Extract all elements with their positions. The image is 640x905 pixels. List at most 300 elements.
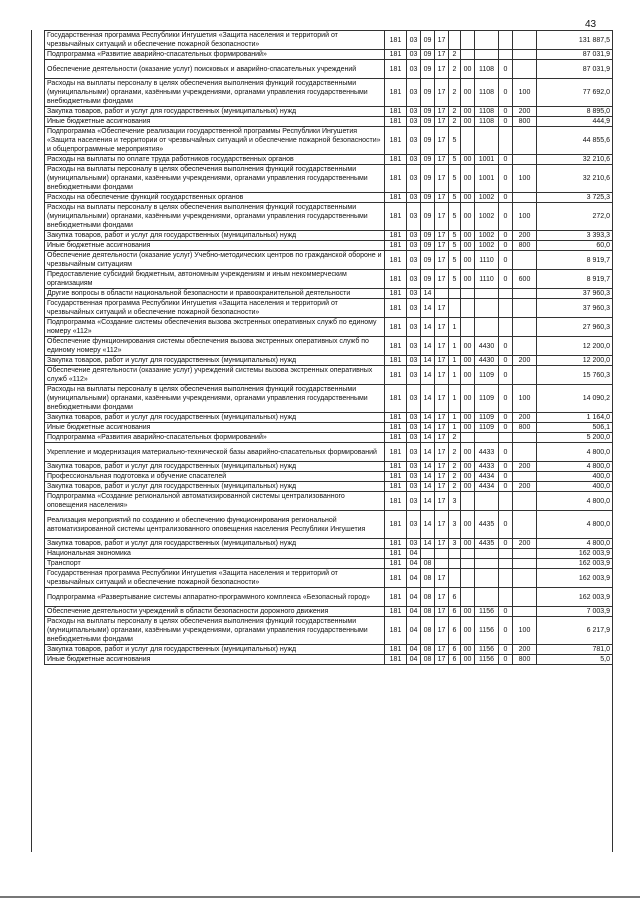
row-code-c1: 181 bbox=[385, 645, 407, 655]
row-code-c3: 14 bbox=[421, 511, 435, 539]
row-name: Закупка товаров, работ и услуг для государственных (муниципальных) нужд bbox=[45, 107, 385, 117]
row-code-c9 bbox=[513, 433, 537, 443]
row-code-c4: 17 bbox=[435, 433, 449, 443]
row-code-c5: 3 bbox=[449, 539, 461, 549]
row-code-c2: 03 bbox=[407, 472, 421, 482]
row-name: Закупка товаров, работ и услуг для государственных (муниципальных) нужд bbox=[45, 539, 385, 549]
row-sum: 32 210,6 bbox=[537, 165, 613, 193]
row-code-c9 bbox=[513, 127, 537, 155]
scan-edge-line bbox=[0, 896, 640, 898]
row-code-c9 bbox=[513, 366, 537, 385]
row-code-c7 bbox=[475, 588, 499, 607]
row-code-c6: 00 bbox=[461, 617, 475, 645]
row-code-c7: 4433 bbox=[475, 443, 499, 462]
row-name: Подпрограмма «Развития аварийно-спасательных формирований» bbox=[45, 433, 385, 443]
row-code-c8: 0 bbox=[499, 203, 513, 231]
row-code-c6 bbox=[461, 549, 475, 559]
row-code-c4: 17 bbox=[435, 356, 449, 366]
row-code-c8 bbox=[499, 433, 513, 443]
row-code-c9 bbox=[513, 31, 537, 50]
row-code-c8: 0 bbox=[499, 270, 513, 289]
row-code-c2: 04 bbox=[407, 549, 421, 559]
row-code-c1: 181 bbox=[385, 482, 407, 492]
row-code-c2: 03 bbox=[407, 31, 421, 50]
row-code-c6 bbox=[461, 127, 475, 155]
row-sum: 5 200,0 bbox=[537, 433, 613, 443]
row-code-c7: 1002 bbox=[475, 193, 499, 203]
row-code-c5: 3 bbox=[449, 492, 461, 511]
row-code-c6: 00 bbox=[461, 472, 475, 482]
row-code-c5: 5 bbox=[449, 231, 461, 241]
row-code-c4: 17 bbox=[435, 251, 449, 270]
row-code-c4: 17 bbox=[435, 462, 449, 472]
row-code-c9 bbox=[513, 299, 537, 318]
row-code-c5: 2 bbox=[449, 462, 461, 472]
row-code-c4: 17 bbox=[435, 107, 449, 117]
row-code-c6: 00 bbox=[461, 155, 475, 165]
row-code-c3: 09 bbox=[421, 251, 435, 270]
row-code-c2: 03 bbox=[407, 318, 421, 337]
row-sum: 400,0 bbox=[537, 472, 613, 482]
row-code-c8: 0 bbox=[499, 165, 513, 193]
row-code-c4: 17 bbox=[435, 241, 449, 251]
row-sum: 37 960,3 bbox=[537, 289, 613, 299]
row-code-c4: 17 bbox=[435, 645, 449, 655]
row-code-c1: 181 bbox=[385, 231, 407, 241]
row-code-c3: 08 bbox=[421, 569, 435, 588]
row-code-c4: 17 bbox=[435, 79, 449, 107]
table-row bbox=[45, 107, 613, 117]
row-sum: 8 919,7 bbox=[537, 251, 613, 270]
row-code-c7: 4435 bbox=[475, 539, 499, 549]
row-code-c3: 08 bbox=[421, 588, 435, 607]
row-code-c6: 00 bbox=[461, 337, 475, 356]
row-code-c8 bbox=[499, 289, 513, 299]
row-code-c8 bbox=[499, 569, 513, 588]
row-code-c9 bbox=[513, 607, 537, 617]
row-name: Иные бюджетные ассигнования bbox=[45, 241, 385, 251]
row-code-c4: 17 bbox=[435, 127, 449, 155]
row-code-c1: 181 bbox=[385, 127, 407, 155]
row-code-c1: 181 bbox=[385, 423, 407, 433]
row-code-c8: 0 bbox=[499, 356, 513, 366]
row-code-c1: 181 bbox=[385, 337, 407, 356]
row-code-c9 bbox=[513, 251, 537, 270]
row-code-c6: 00 bbox=[461, 60, 475, 79]
row-code-c2: 03 bbox=[407, 423, 421, 433]
row-sum: 4 800,0 bbox=[537, 492, 613, 511]
row-code-c1: 181 bbox=[385, 511, 407, 539]
row-code-c1: 181 bbox=[385, 539, 407, 549]
row-sum: 12 200,0 bbox=[537, 356, 613, 366]
row-name: Расходы на выплаты персоналу в целях обеспечения выполнения функций государственными (муниципальными) органами, казёнными учреждениями, органами управления государственными внебюджетными фондами bbox=[45, 165, 385, 193]
row-code-c3: 14 bbox=[421, 413, 435, 423]
row-code-c2: 03 bbox=[407, 539, 421, 549]
row-sum: 77 692,0 bbox=[537, 79, 613, 107]
row-code-c8: 0 bbox=[499, 539, 513, 549]
row-code-c6 bbox=[461, 318, 475, 337]
table-row bbox=[45, 645, 613, 655]
row-code-c5: 2 bbox=[449, 117, 461, 127]
row-code-c7 bbox=[475, 31, 499, 50]
row-code-c5 bbox=[449, 31, 461, 50]
row-code-c7: 1002 bbox=[475, 241, 499, 251]
row-code-c9: 200 bbox=[513, 356, 537, 366]
row-name: Подпрограмма «Развертывание системы аппаратно-программного комплекса «Безопасный город» bbox=[45, 588, 385, 607]
row-sum: 5,0 bbox=[537, 655, 613, 665]
row-code-c6: 00 bbox=[461, 356, 475, 366]
table-row bbox=[45, 655, 613, 665]
row-code-c1: 181 bbox=[385, 165, 407, 193]
row-code-c4: 17 bbox=[435, 337, 449, 356]
row-code-c7 bbox=[475, 569, 499, 588]
row-code-c4: 17 bbox=[435, 588, 449, 607]
row-sum: 44 855,6 bbox=[537, 127, 613, 155]
row-code-c3: 09 bbox=[421, 193, 435, 203]
row-code-c6: 00 bbox=[461, 231, 475, 241]
row-code-c7: 1002 bbox=[475, 231, 499, 241]
row-code-c6: 00 bbox=[461, 645, 475, 655]
row-code-c2: 03 bbox=[407, 79, 421, 107]
row-code-c5 bbox=[449, 569, 461, 588]
row-code-c5: 5 bbox=[449, 165, 461, 193]
row-sum: 27 960,3 bbox=[537, 318, 613, 337]
row-sum: 272,0 bbox=[537, 203, 613, 231]
page-number: 43 bbox=[585, 19, 597, 30]
row-code-c4: 17 bbox=[435, 366, 449, 385]
row-code-c4: 17 bbox=[435, 539, 449, 549]
row-code-c5: 5 bbox=[449, 251, 461, 270]
row-code-c1: 181 bbox=[385, 79, 407, 107]
row-code-c6 bbox=[461, 433, 475, 443]
row-code-c7 bbox=[475, 433, 499, 443]
row-code-c8 bbox=[499, 492, 513, 511]
row-code-c1: 181 bbox=[385, 617, 407, 645]
row-code-c9 bbox=[513, 155, 537, 165]
table-row bbox=[45, 462, 613, 472]
row-code-c4: 17 bbox=[435, 482, 449, 492]
row-code-c3: 09 bbox=[421, 50, 435, 60]
row-code-c8: 0 bbox=[499, 482, 513, 492]
row-code-c2: 03 bbox=[407, 356, 421, 366]
row-code-c8 bbox=[499, 318, 513, 337]
row-code-c4: 17 bbox=[435, 203, 449, 231]
row-code-c6: 00 bbox=[461, 539, 475, 549]
row-code-c7: 1108 bbox=[475, 79, 499, 107]
row-code-c8: 0 bbox=[499, 117, 513, 127]
row-sum: 3 393,3 bbox=[537, 231, 613, 241]
row-code-c4: 17 bbox=[435, 385, 449, 413]
row-code-c7: 4434 bbox=[475, 482, 499, 492]
row-name: Иные бюджетные ассигнования bbox=[45, 655, 385, 665]
row-code-c5: 3 bbox=[449, 511, 461, 539]
row-code-c5 bbox=[449, 289, 461, 299]
row-code-c9: 100 bbox=[513, 165, 537, 193]
row-code-c2: 03 bbox=[407, 385, 421, 413]
row-name: Государственная программа Республики Ингушетия «Защита населения и территорий от чрезвычайных ситуаций и обеспечение пожарной безопасности» bbox=[45, 31, 385, 50]
row-code-c6: 00 bbox=[461, 385, 475, 413]
row-code-c2: 03 bbox=[407, 241, 421, 251]
row-code-c7 bbox=[475, 549, 499, 559]
table-row bbox=[45, 539, 613, 549]
row-code-c9: 100 bbox=[513, 79, 537, 107]
row-code-c1: 181 bbox=[385, 366, 407, 385]
row-sum: 37 960,3 bbox=[537, 299, 613, 318]
row-code-c2: 03 bbox=[407, 60, 421, 79]
row-code-c2: 03 bbox=[407, 482, 421, 492]
row-code-c5: 5 bbox=[449, 270, 461, 289]
row-code-c8: 0 bbox=[499, 60, 513, 79]
row-name: Закупка товаров, работ и услуг для государственных (муниципальных) нужд bbox=[45, 413, 385, 423]
row-code-c4: 17 bbox=[435, 511, 449, 539]
row-code-c1: 181 bbox=[385, 251, 407, 270]
row-code-c5: 1 bbox=[449, 337, 461, 356]
row-code-c3: 14 bbox=[421, 443, 435, 462]
row-code-c3: 09 bbox=[421, 107, 435, 117]
row-code-c7: 1156 bbox=[475, 655, 499, 665]
row-code-c7: 1109 bbox=[475, 413, 499, 423]
row-code-c8: 0 bbox=[499, 655, 513, 665]
row-code-c6: 00 bbox=[461, 241, 475, 251]
row-name: Предоставление субсидий бюджетным, автономным учреждениям и иным некоммерческим организациям bbox=[45, 270, 385, 289]
row-code-c8 bbox=[499, 549, 513, 559]
row-code-c7: 1002 bbox=[475, 203, 499, 231]
row-code-c5: 2 bbox=[449, 107, 461, 117]
row-name: Профессиональная подготовка и обучение спасателей bbox=[45, 472, 385, 482]
row-code-c9 bbox=[513, 569, 537, 588]
row-code-c5: 6 bbox=[449, 617, 461, 645]
row-code-c5: 2 bbox=[449, 60, 461, 79]
row-code-c7: 1108 bbox=[475, 107, 499, 117]
row-code-c5: 2 bbox=[449, 50, 461, 60]
row-code-c9 bbox=[513, 337, 537, 356]
row-name: Обеспечение деятельности (оказание услуг) поисковых и аварийно-спасательных учреждений bbox=[45, 60, 385, 79]
row-code-c7: 1110 bbox=[475, 270, 499, 289]
row-name: Другие вопросы в области национальной безопасности и правоохранительной деятельности bbox=[45, 289, 385, 299]
row-code-c9 bbox=[513, 549, 537, 559]
row-code-c3: 08 bbox=[421, 607, 435, 617]
row-code-c6: 00 bbox=[461, 482, 475, 492]
row-code-c6 bbox=[461, 588, 475, 607]
row-code-c7: 1156 bbox=[475, 645, 499, 655]
table-row bbox=[45, 366, 613, 385]
row-code-c7: 4430 bbox=[475, 337, 499, 356]
row-sum: 6 217,9 bbox=[537, 617, 613, 645]
row-code-c3: 09 bbox=[421, 117, 435, 127]
row-code-c6: 00 bbox=[461, 251, 475, 270]
row-code-c4: 17 bbox=[435, 60, 449, 79]
row-code-c3: 14 bbox=[421, 289, 435, 299]
table-row bbox=[45, 511, 613, 539]
row-code-c5: 1 bbox=[449, 423, 461, 433]
row-code-c4 bbox=[435, 559, 449, 569]
row-sum: 506,1 bbox=[537, 423, 613, 433]
row-code-c3: 09 bbox=[421, 79, 435, 107]
row-code-c9: 100 bbox=[513, 203, 537, 231]
row-code-c5: 6 bbox=[449, 645, 461, 655]
row-sum: 162 003,9 bbox=[537, 559, 613, 569]
row-code-c4: 17 bbox=[435, 231, 449, 241]
row-code-c3: 14 bbox=[421, 385, 435, 413]
row-code-c9: 600 bbox=[513, 270, 537, 289]
row-code-c5: 1 bbox=[449, 413, 461, 423]
row-code-c5: 6 bbox=[449, 607, 461, 617]
table-row bbox=[45, 413, 613, 423]
row-code-c3: 09 bbox=[421, 231, 435, 241]
row-code-c4: 17 bbox=[435, 472, 449, 482]
row-sum: 162 003,9 bbox=[537, 588, 613, 607]
row-sum: 400,0 bbox=[537, 482, 613, 492]
row-code-c3: 14 bbox=[421, 539, 435, 549]
table-row bbox=[45, 231, 613, 241]
row-name: Обеспечение деятельности (оказание услуг) Учебно-методических центров по гражданской обороне и чрезвычайным ситуациям bbox=[45, 251, 385, 270]
table-row bbox=[45, 607, 613, 617]
row-code-c1: 181 bbox=[385, 31, 407, 50]
row-code-c6: 00 bbox=[461, 423, 475, 433]
row-code-c3: 14 bbox=[421, 337, 435, 356]
row-sum: 131 887,5 bbox=[537, 31, 613, 50]
row-code-c1: 181 bbox=[385, 607, 407, 617]
row-code-c8: 0 bbox=[499, 79, 513, 107]
row-name: Закупка товаров, работ и услуг для государственных (муниципальных) нужд bbox=[45, 462, 385, 472]
table-row bbox=[45, 60, 613, 79]
row-code-c6: 00 bbox=[461, 107, 475, 117]
row-code-c6 bbox=[461, 569, 475, 588]
row-code-c5: 1 bbox=[449, 366, 461, 385]
row-code-c9 bbox=[513, 559, 537, 569]
row-code-c5: 5 bbox=[449, 241, 461, 251]
row-code-c2: 04 bbox=[407, 607, 421, 617]
row-sum: 87 031,9 bbox=[537, 60, 613, 79]
row-code-c5: 6 bbox=[449, 588, 461, 607]
row-code-c2: 03 bbox=[407, 443, 421, 462]
row-code-c8: 0 bbox=[499, 645, 513, 655]
row-name: Подпрограмма «Создание системы обеспечения вызова экстренных оперативных служб по единому номеру «112» bbox=[45, 318, 385, 337]
row-sum: 14 090,2 bbox=[537, 385, 613, 413]
row-code-c4: 17 bbox=[435, 443, 449, 462]
row-code-c9 bbox=[513, 60, 537, 79]
row-code-c5: 2 bbox=[449, 433, 461, 443]
row-code-c6: 00 bbox=[461, 511, 475, 539]
row-code-c2: 03 bbox=[407, 337, 421, 356]
row-code-c8 bbox=[499, 299, 513, 318]
row-code-c4: 17 bbox=[435, 270, 449, 289]
row-code-c7 bbox=[475, 559, 499, 569]
row-name: Расходы на выплаты персоналу в целях обеспечения выполнения функций государственными (муниципальными) органами, казёнными учреждениями, органами управления государственными внебюджетными фондами bbox=[45, 203, 385, 231]
budget-table bbox=[44, 30, 613, 665]
row-code-c6 bbox=[461, 31, 475, 50]
row-code-c5: 2 bbox=[449, 79, 461, 107]
row-code-c2: 04 bbox=[407, 655, 421, 665]
row-name: Реализация мероприятий по созданию и обеспечению функционирования региональной автоматизированной системы централизованного оповещения населения Республики Ингушетия bbox=[45, 511, 385, 539]
table-row bbox=[45, 443, 613, 462]
row-code-c8 bbox=[499, 127, 513, 155]
row-code-c8: 0 bbox=[499, 462, 513, 472]
row-code-c2: 03 bbox=[407, 433, 421, 443]
row-name: Иные бюджетные ассигнования bbox=[45, 423, 385, 433]
row-code-c7: 1001 bbox=[475, 155, 499, 165]
row-code-c2: 03 bbox=[407, 127, 421, 155]
table-row bbox=[45, 117, 613, 127]
row-code-c1: 181 bbox=[385, 241, 407, 251]
row-code-c6: 00 bbox=[461, 193, 475, 203]
row-code-c6: 00 bbox=[461, 655, 475, 665]
table-row bbox=[45, 289, 613, 299]
table-row bbox=[45, 203, 613, 231]
table-row bbox=[45, 318, 613, 337]
table-row bbox=[45, 588, 613, 607]
row-name: Расходы на выплаты персоналу в целях обеспечения выполнения функций государственными (муниципальными) органами, казёнными учреждениями, органами управления государственными внебюджетными фондами bbox=[45, 617, 385, 645]
row-code-c9 bbox=[513, 193, 537, 203]
row-code-c1: 181 bbox=[385, 203, 407, 231]
row-code-c1: 181 bbox=[385, 472, 407, 482]
table-row bbox=[45, 356, 613, 366]
row-code-c3: 08 bbox=[421, 617, 435, 645]
table-row bbox=[45, 569, 613, 588]
row-sum: 15 760,3 bbox=[537, 366, 613, 385]
row-sum: 4 800,0 bbox=[537, 539, 613, 549]
table-row bbox=[45, 127, 613, 155]
table-row bbox=[45, 423, 613, 433]
row-name: Закупка товаров, работ и услуг для государственных (муниципальных) нужд bbox=[45, 645, 385, 655]
row-sum: 4 800,0 bbox=[537, 462, 613, 472]
row-sum: 781,0 bbox=[537, 645, 613, 655]
row-code-c4: 17 bbox=[435, 50, 449, 60]
row-code-c7 bbox=[475, 299, 499, 318]
row-code-c1: 181 bbox=[385, 492, 407, 511]
row-code-c9: 800 bbox=[513, 655, 537, 665]
row-code-c8: 0 bbox=[499, 366, 513, 385]
row-code-c6 bbox=[461, 492, 475, 511]
row-code-c8: 0 bbox=[499, 511, 513, 539]
row-code-c3: 08 bbox=[421, 655, 435, 665]
row-code-c3: 14 bbox=[421, 482, 435, 492]
table-row bbox=[45, 385, 613, 413]
row-code-c3: 14 bbox=[421, 318, 435, 337]
row-code-c9 bbox=[513, 289, 537, 299]
row-code-c9 bbox=[513, 318, 537, 337]
row-code-c4: 17 bbox=[435, 607, 449, 617]
row-name: Расходы на обеспечение функций государственных органов bbox=[45, 193, 385, 203]
row-name: Подпрограмма «Развитие аварийно-спасательных формирований» bbox=[45, 50, 385, 60]
table-row bbox=[45, 549, 613, 559]
row-code-c2: 04 bbox=[407, 559, 421, 569]
row-code-c5 bbox=[449, 299, 461, 318]
row-code-c6 bbox=[461, 299, 475, 318]
row-code-c9: 800 bbox=[513, 117, 537, 127]
row-code-c8: 0 bbox=[499, 251, 513, 270]
row-code-c3: 09 bbox=[421, 127, 435, 155]
row-code-c3 bbox=[421, 549, 435, 559]
row-code-c1: 181 bbox=[385, 107, 407, 117]
row-code-c9 bbox=[513, 50, 537, 60]
row-sum: 32 210,6 bbox=[537, 155, 613, 165]
row-code-c3: 09 bbox=[421, 270, 435, 289]
row-code-c3: 09 bbox=[421, 155, 435, 165]
row-code-c2: 03 bbox=[407, 231, 421, 241]
row-code-c8 bbox=[499, 588, 513, 607]
row-code-c1: 181 bbox=[385, 462, 407, 472]
row-code-c7: 1156 bbox=[475, 617, 499, 645]
row-code-c8: 0 bbox=[499, 423, 513, 433]
row-code-c1: 181 bbox=[385, 193, 407, 203]
row-code-c1: 181 bbox=[385, 433, 407, 443]
row-code-c9 bbox=[513, 511, 537, 539]
row-code-c2: 03 bbox=[407, 117, 421, 127]
row-sum: 4 800,0 bbox=[537, 511, 613, 539]
row-name: Подпрограмма «Обеспечение реализации государственной программы Республики Ингушетия «Защита населения и территории от чрезвычайных ситуаций и обеспечение пожарной безопасности» и общепрограммные мероприятия» bbox=[45, 127, 385, 155]
row-code-c4: 17 bbox=[435, 617, 449, 645]
